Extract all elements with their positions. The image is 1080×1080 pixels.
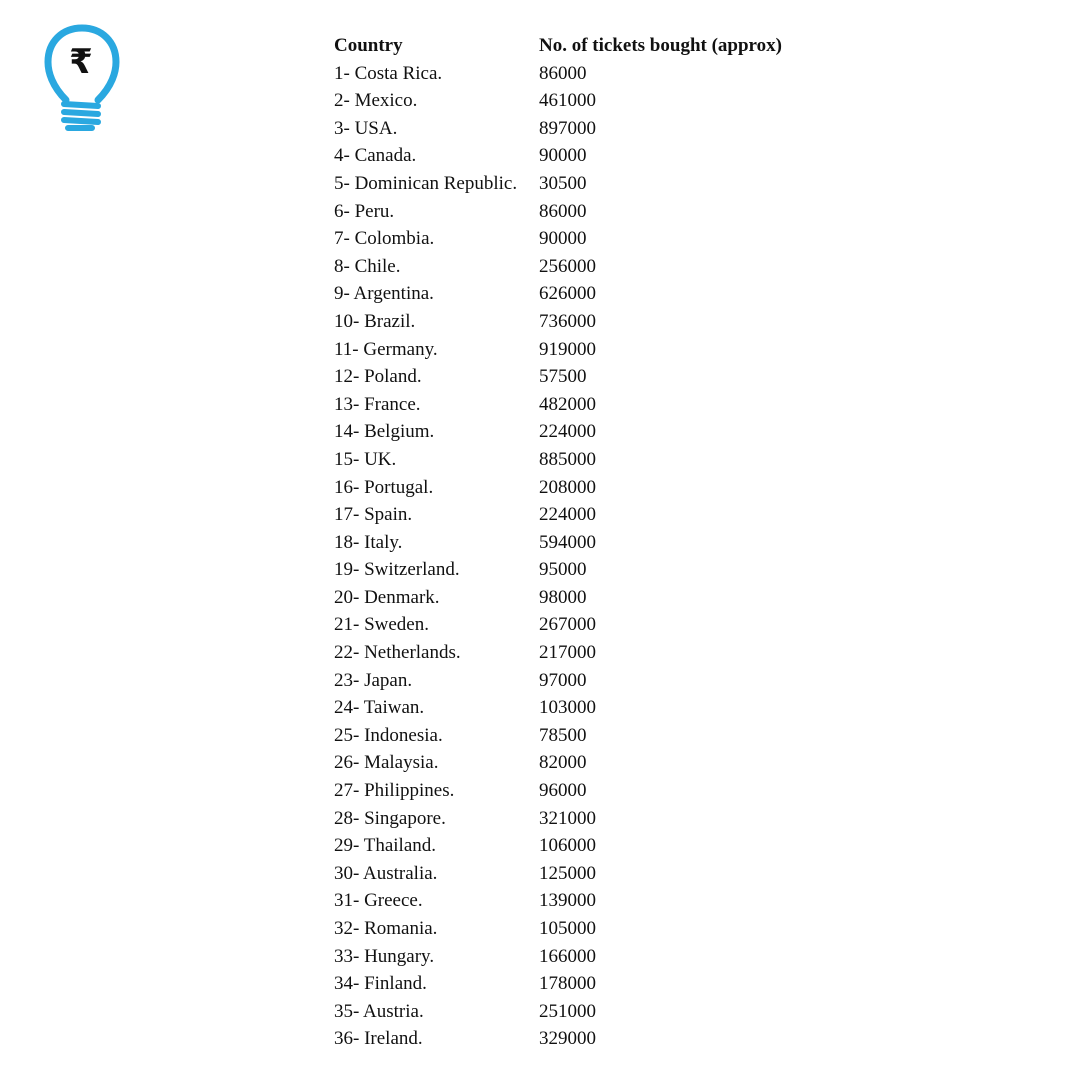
tickets-cell: 217000 (539, 642, 596, 664)
table-row (334, 87, 859, 115)
tickets-cell: 30500 (539, 172, 587, 194)
tickets-cell: 178000 (539, 973, 596, 995)
country-cell: 22- Netherlands. (334, 642, 461, 664)
table-row (334, 832, 859, 860)
table-row (334, 529, 859, 557)
column-header-tickets: No. of tickets bought (approx) (539, 35, 782, 56)
table-row (334, 584, 859, 612)
tickets-cell: 897000 (539, 117, 596, 139)
column-header-country: Country (334, 35, 403, 56)
country-cell: 9- Argentina. (334, 283, 434, 305)
country-cell: 16- Portugal. (334, 476, 434, 498)
table-row (334, 887, 859, 915)
table-row (334, 694, 859, 722)
table-row (334, 915, 859, 943)
table-row (334, 170, 859, 198)
table-row (334, 142, 859, 170)
tickets-cell: 125000 (539, 862, 596, 884)
table-row (334, 722, 859, 750)
country-cell: 31- Greece. (334, 890, 423, 912)
table-row (334, 805, 859, 833)
tickets-cell: 885000 (539, 448, 596, 470)
country-cell: 18- Italy. (334, 531, 403, 553)
country-cell: 34- Finland. (334, 973, 427, 995)
tickets-cell: 86000 (539, 62, 587, 84)
table-row (334, 336, 859, 364)
tickets-cell: 208000 (539, 476, 596, 498)
country-cell: 3- USA. (334, 117, 398, 139)
table-header-row (334, 32, 859, 60)
rupee-symbol: ₹ (69, 42, 93, 82)
country-cell: 28- Singapore. (334, 807, 446, 829)
tickets-cell: 106000 (539, 835, 596, 857)
table-row (334, 943, 859, 971)
tickets-cell: 482000 (539, 393, 596, 415)
tickets-cell: 251000 (539, 1000, 596, 1022)
country-cell: 36- Ireland. (334, 1028, 423, 1050)
table-row (334, 308, 859, 336)
country-cell: 35- Austria. (334, 1000, 424, 1022)
tickets-cell: 96000 (539, 780, 587, 802)
country-cell: 17- Spain. (334, 504, 413, 526)
country-cell: 33- Hungary. (334, 945, 435, 967)
country-cell: 14- Belgium. (334, 421, 435, 443)
country-cell: 25- Indonesia. (334, 724, 443, 746)
table-row (334, 198, 859, 226)
tickets-cell: 224000 (539, 421, 596, 443)
tickets-cell: 461000 (539, 90, 596, 112)
table-row (334, 860, 859, 888)
tickets-cell: 919000 (539, 338, 596, 360)
country-cell: 27- Philippines. (334, 780, 455, 802)
country-cell: 6- Peru. (334, 200, 395, 222)
country-cell: 10- Brazil. (334, 310, 416, 332)
tickets-cell: 90000 (539, 228, 587, 250)
country-cell: 12- Poland. (334, 366, 422, 388)
table-row (334, 749, 859, 777)
table-row (334, 1025, 859, 1053)
country-cell: 4- Canada. (334, 145, 417, 167)
table-row (334, 363, 859, 391)
country-cell: 30- Australia. (334, 862, 438, 884)
tickets-table (334, 32, 859, 1053)
tickets-cell: 329000 (539, 1028, 596, 1050)
table-row (334, 446, 859, 474)
tickets-cell: 105000 (539, 918, 596, 939)
table-row (334, 667, 859, 695)
tickets-cell: 103000 (539, 697, 596, 719)
table-row (334, 115, 859, 143)
tickets-cell: 267000 (539, 614, 596, 636)
tickets-cell: 86000 (539, 200, 587, 222)
country-cell: 13- France. (334, 393, 421, 415)
table-row (334, 611, 859, 639)
tickets-cell: 57500 (539, 366, 587, 388)
table-row (334, 280, 859, 308)
tickets-cell: 97000 (539, 669, 587, 691)
country-cell: 21- Sweden. (334, 614, 429, 636)
table-row (334, 970, 859, 998)
table-row (334, 639, 859, 667)
country-cell: 24- Taiwan. (334, 697, 425, 719)
country-cell: 23- Japan. (334, 669, 413, 691)
bulb-base-coil (64, 104, 98, 128)
country-cell: 20- Denmark. (334, 586, 440, 608)
country-cell: 7- Colombia. (334, 228, 435, 250)
tickets-cell: 95000 (539, 559, 587, 581)
tickets-cell: 736000 (539, 310, 596, 332)
lightbulb-rupee-logo-icon (44, 24, 120, 132)
country-cell: 2- Mexico. (334, 90, 418, 112)
table-row (334, 777, 859, 805)
country-cell: 19- Switzerland. (334, 559, 460, 581)
tickets-cell: 256000 (539, 255, 596, 277)
country-cell: 5- Dominican Republic. (334, 172, 518, 194)
country-cell: 8- Chile. (334, 255, 401, 277)
table-row (334, 225, 859, 253)
tickets-cell: 90000 (539, 145, 587, 167)
table-row (334, 501, 859, 529)
tickets-cell: 82000 (539, 752, 587, 774)
table-row (334, 418, 859, 446)
tickets-cell: 78500 (539, 724, 587, 746)
table-row (334, 60, 859, 88)
tickets-cell: 321000 (539, 807, 596, 829)
table-body (334, 60, 859, 1053)
country-cell: 29- Thailand. (334, 835, 437, 857)
table-row (334, 391, 859, 419)
table-row (334, 556, 859, 584)
table-row (334, 253, 859, 281)
tickets-cell: 98000 (539, 586, 587, 608)
tickets-cell: 224000 (539, 504, 596, 526)
country-cell: 1- Costa Rica. (334, 62, 443, 84)
country-cell: 15- UK. (334, 448, 397, 470)
tickets-cell: 166000 (539, 945, 596, 967)
country-cell: 26- Malaysia. (334, 752, 439, 774)
tickets-cell: 594000 (539, 531, 596, 553)
tickets-cell: 626000 (539, 283, 596, 305)
tickets-cell: 139000 (539, 890, 596, 912)
table-row (334, 998, 859, 1026)
country-cell: 11- Germany. (334, 338, 438, 360)
country-cell: 32- Romania. (334, 918, 438, 939)
table-row (334, 474, 859, 502)
